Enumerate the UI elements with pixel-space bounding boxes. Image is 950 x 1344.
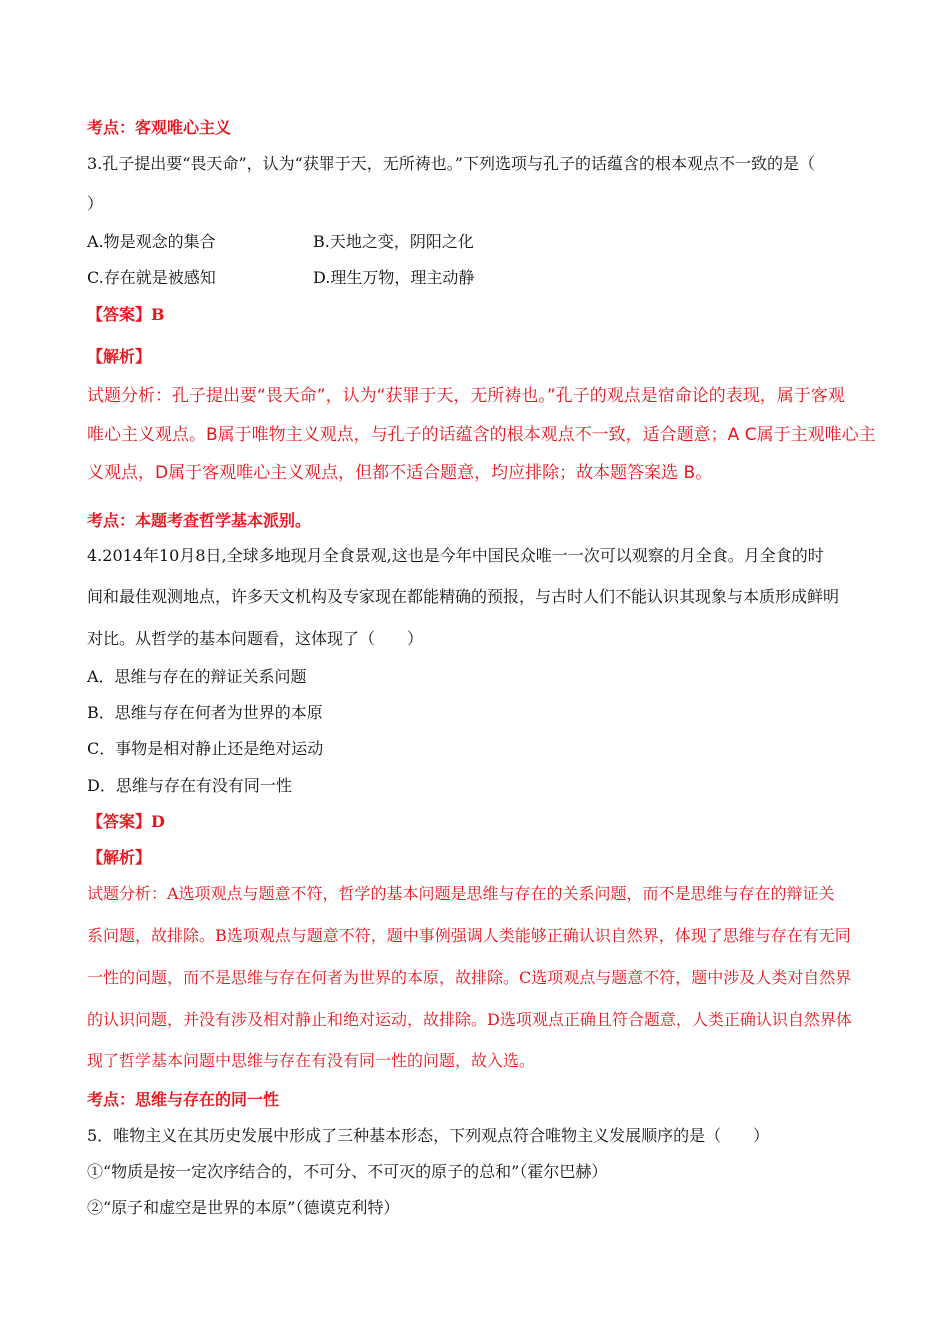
- q3-option-a: A.物是观念的集合: [87, 232, 216, 251]
- q4-option-c: C．事物是相对静止还是绝对运动: [87, 739, 324, 758]
- q4-stem-line: 4.2014年10月8日,全球多地现月全食景观,这也是今年中国民众唯一一次可以观察的月全食。月全食的时: [87, 546, 824, 565]
- q4-answer: 【答案】D: [87, 812, 165, 831]
- q4-stem-line: 间和最佳观测地点，许多天文机构及专家现在都能精确的预报，与古时人们不能认识其现象与本质形成鲜明: [87, 587, 840, 606]
- q3-stem-line2: ）: [87, 194, 104, 213]
- q3-analysis-line: 唯心主义观点。B属于唯物主义观点，与孔子的话蕴含的根本观点不一致，适合题意；A C属于主观唯心主: [87, 425, 876, 445]
- q2-kaodian: 考点：客观唯心主义: [87, 118, 232, 137]
- q4-analysis-line: 系问题，故排除。B选项观点与题意不符，题中事例强调人类能够正确认识自然界，体现了思维与存在有无同: [87, 926, 851, 945]
- q4-option-d: D．思维与存在有没有同一性: [87, 776, 292, 795]
- q3-option-b: B.天地之变，阴阳之化: [313, 232, 474, 251]
- q3-answer: 【答案】B: [87, 305, 165, 324]
- q4-analysis-label: 【解析】: [87, 848, 152, 867]
- q5-item-1: ①“物质是按一定次序结合的，不可分、不可灭的原子的总和”（霍尔巴赫）: [87, 1162, 608, 1181]
- q4-stem-line: 对比。从哲学的基本问题看，这体现了（ ）: [87, 629, 424, 648]
- q4-analysis-line: 的认识问题，并没有涉及相对静止和绝对运动，故排除。D选项观点正确且符合题意，人类正确认识自然界体: [87, 1010, 852, 1029]
- q3-option-d: D.理生万物，理主动静: [313, 268, 475, 287]
- q4-kaodian: 考点：思维与存在的同一性: [87, 1090, 280, 1109]
- q3-kaodian: 考点：本题考查哲学基本派别。: [87, 511, 312, 530]
- q4-option-b: B．思维与存在何者为世界的本原: [87, 703, 323, 722]
- q4-analysis-line: 现了哲学基本问题中思维与存在有没有同一性的问题，故入选。: [87, 1051, 536, 1070]
- q4-option-a: A．思维与存在的辩证关系问题: [87, 667, 307, 686]
- q3-analysis-line: 试题分析：孔子提出要“畏天命”，认为“获罪于天，无所祷也。”孔子的观点是宿命论的表现，属于客观: [87, 386, 845, 406]
- q3-option-c: C.存在就是被感知: [87, 268, 216, 287]
- q5-item-2: ②“原子和虚空是世界的本原”（德谟克利特）: [87, 1198, 400, 1217]
- q3-analysis-line: 义观点，D属于客观唯心主义观点，但都不适合题意，均应排除；故本题答案选 B。: [87, 463, 713, 483]
- q4-analysis-line: 一性的问题，而不是思维与存在何者为世界的本原，故排除。C选项观点与题意不符，题中涉及人类对自然界: [87, 968, 852, 987]
- q3-stem-line1: 3.孔子提出要“畏天命”，认为“获罪于天，无所祷也。”下列选项与孔子的话蕴含的根本观点不一致的是（: [87, 154, 815, 173]
- q3-analysis-label: 【解析】: [87, 347, 152, 366]
- q4-analysis-line: 试题分析：A选项观点与题意不符，哲学的基本问题是思维与存在的关系问题，而不是思维与存在的辩证关: [87, 884, 835, 903]
- q5-stem: 5．唯物主义在其历史发展中形成了三种基本形态，下列观点符合唯物主义发展顺序的是（ ）: [87, 1126, 770, 1145]
